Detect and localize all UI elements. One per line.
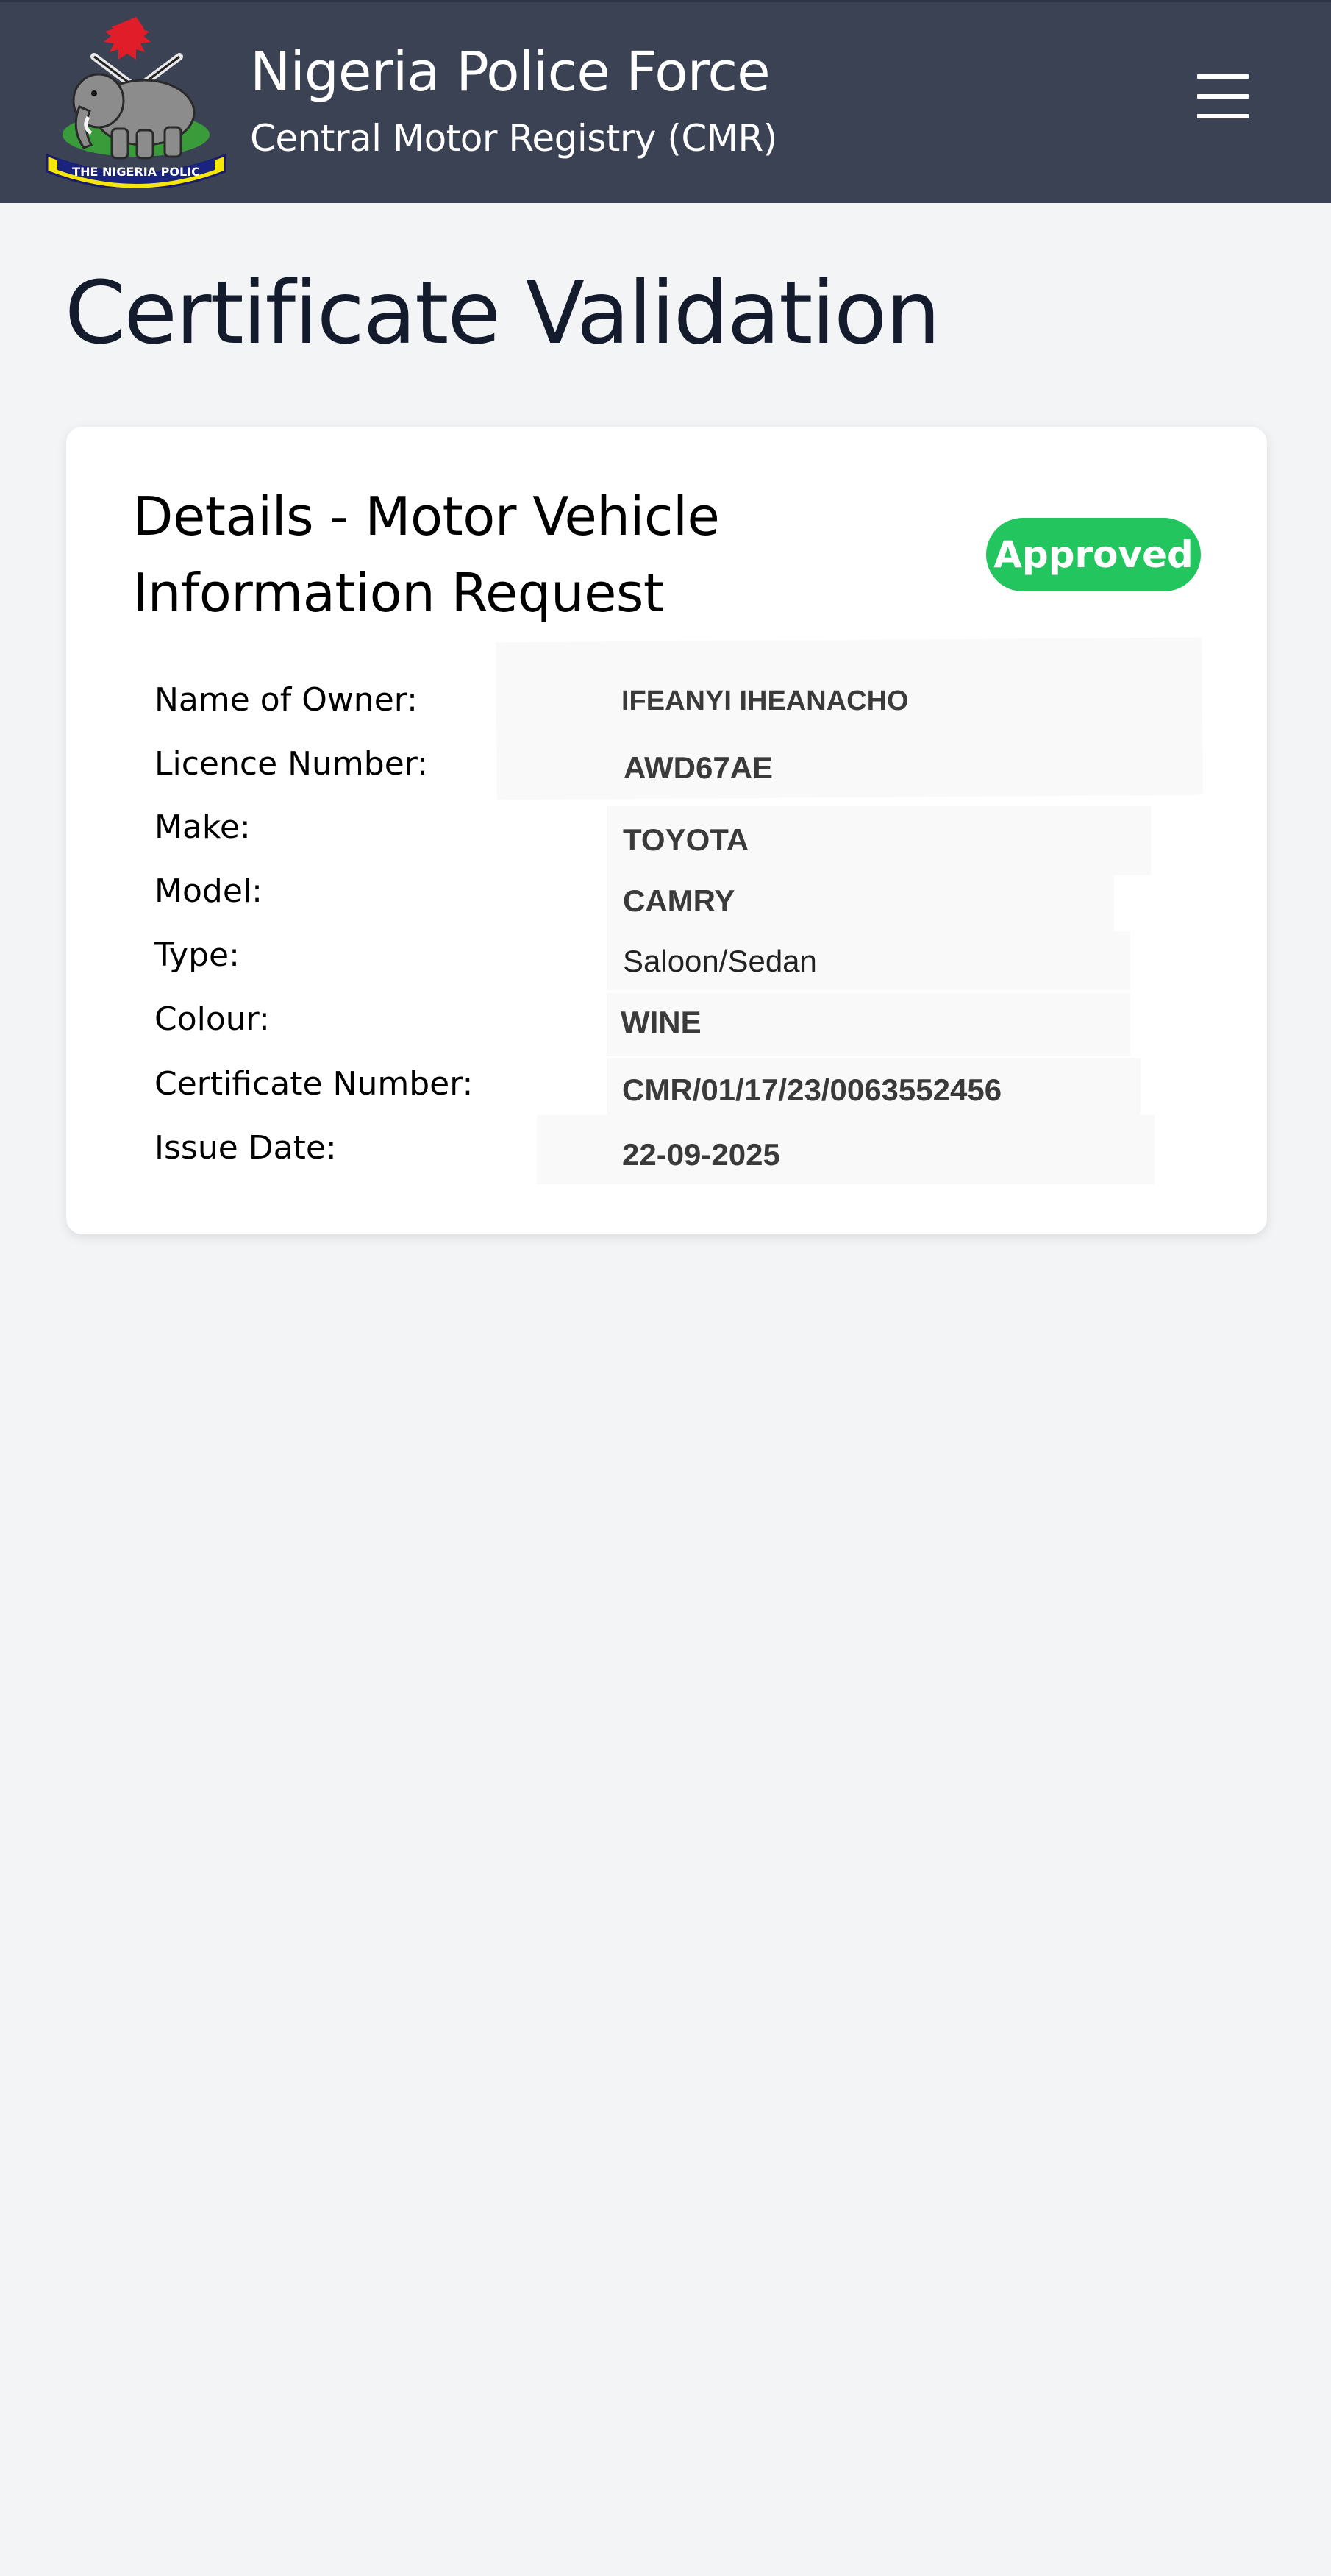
- type-value: Saloon/Sedan: [623, 944, 817, 978]
- licence-number-label: Licence Number:: [154, 745, 428, 783]
- logo-banner-text: THE NIGERIA POLIC: [72, 165, 200, 179]
- menu-bar-top: [1197, 74, 1249, 79]
- owner-name-label: Name of Owner:: [154, 681, 418, 719]
- issue-date-label: Issue Date:: [154, 1129, 337, 1167]
- model-value: CAMRY: [623, 883, 735, 918]
- type-label: Type:: [154, 936, 240, 974]
- colour-value: WINE: [621, 1005, 702, 1039]
- status-badge: Approved: [986, 518, 1201, 591]
- brand-subtitle: Central Motor Registry (CMR): [250, 117, 777, 160]
- colour-label: Colour:: [154, 1000, 270, 1038]
- owner-name-value: IFEANYI IHEANACHO: [621, 686, 909, 716]
- hamburger-menu-icon[interactable]: [1185, 70, 1259, 123]
- police-crest-logo[interactable]: [41, 11, 231, 188]
- certificate-number-value: CMR/01/17/23/0063552456: [622, 1072, 1002, 1107]
- page-title: Certificate Validation: [65, 262, 940, 363]
- licence-number-value: AWD67AE: [624, 750, 774, 785]
- issue-date-value: 22-09-2025: [622, 1137, 780, 1172]
- model-label: Model:: [154, 872, 263, 910]
- menu-bar-middle: [1197, 94, 1249, 99]
- site-header: [0, 0, 1331, 203]
- certificate-number-label: Certificate Number:: [154, 1065, 474, 1103]
- menu-bar-bottom: [1197, 114, 1249, 118]
- police-crest-icon: [41, 11, 231, 188]
- make-label: Make:: [154, 808, 251, 846]
- card-title: Details - Motor Vehicle Information Request: [132, 485, 720, 624]
- value-background: [496, 638, 1202, 800]
- details-card: [66, 427, 1267, 1234]
- brand-title: Nigeria Police Force: [250, 40, 770, 104]
- make-value: TOYOTA: [623, 822, 749, 857]
